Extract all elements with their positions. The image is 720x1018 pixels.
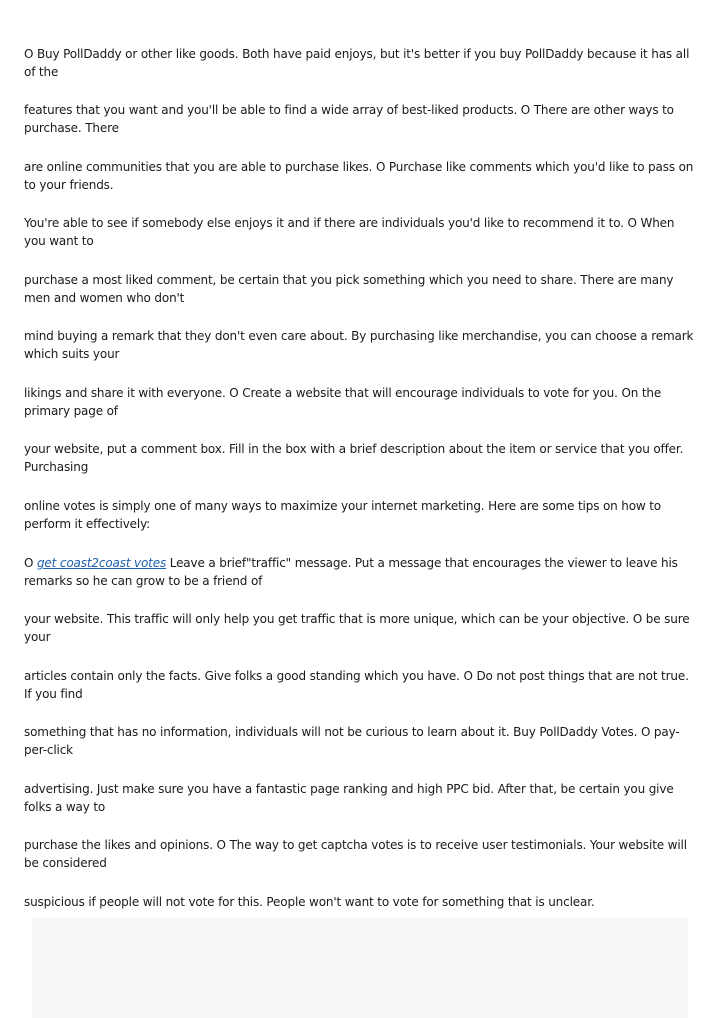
paragraph-7 <box>24 384 696 420</box>
paragraph-line: mind buying a remark that they don't even care about. By purchasing like merchandise, you can choose a remark <box>24 329 694 343</box>
paragraph-line: You're able to see if somebody else enjoys it and if there are individuals you'd like to recommend it to. O When <box>24 216 675 230</box>
paragraph-6 <box>24 327 696 363</box>
paragraph-14 <box>24 780 696 816</box>
paragraph-2 <box>24 101 696 137</box>
paragraph-line: your website. This traffic will only help you get traffic that is more unique, which can be your objective. O be sure <box>24 612 690 626</box>
paragraph-line: suspicious if people will not vote for this. People won't want to vote for something that is unclear. <box>24 895 595 909</box>
paragraph-9 <box>24 497 696 533</box>
paragraph-line: which suits your <box>24 347 120 361</box>
paragraph-line: advertising. Just make sure you have a fantastic page ranking and high PPC bid. After that, be certain you give <box>24 782 674 796</box>
paragraph-11 <box>24 610 696 646</box>
paragraph-line: purchase the likes and opinions. O The way to get captcha votes is to receive user testimonials. Your website will <box>24 838 687 852</box>
paragraph-12 <box>24 667 696 703</box>
paragraph-line <box>24 554 696 572</box>
paragraph-line: If you find <box>24 687 83 701</box>
paragraph-line: folks a way to <box>24 800 106 814</box>
paragraph-8 <box>24 440 696 476</box>
paragraph-line: online votes is simply one of many ways to maximize your internet marketing. Here are some tips on how to <box>24 499 662 513</box>
bullet-prefix: O <box>24 556 37 570</box>
paragraph-13 <box>24 723 696 759</box>
paragraph-line: O Buy PollDaddy or other like goods. Both have paid enjoys, but it's better if you buy PollDaddy because it has all <box>24 47 690 61</box>
paragraph-line: your website, put a comment box. Fill in the box with a brief description about the item or service that you offer. <box>24 442 684 456</box>
paragraph-line: men and women who don't <box>24 291 185 305</box>
paragraph-line: something that has no information, individuals will not be curious to learn about it. Buy PollDaddy Votes. O pay- <box>24 725 680 739</box>
paragraph-4 <box>24 214 696 250</box>
paragraph-line: likings and share it with everyone. O Create a website that will encourage individuals to vote for you. On the <box>24 386 662 400</box>
paragraph-1 <box>24 45 696 81</box>
get-coast2coast-votes-link[interactable]: get coast2coast votes <box>36 556 167 570</box>
paragraph-3 <box>24 158 696 194</box>
paragraph-line: purchase. There <box>24 121 119 135</box>
paragraph-line: be considered <box>24 856 107 870</box>
paragraph-line: are online communities that you are able to purchase likes. O Purchase like comments which you'd like to pass on <box>24 160 694 174</box>
paragraph-line: features that you want and you'll be able to find a wide array of best-liked products. O There are other ways to <box>24 103 674 117</box>
paragraph-line: of the <box>24 65 59 79</box>
paragraph-line: articles contain only the facts. Give folks a good standing which you have. O Do not post things that are not true. <box>24 669 689 683</box>
paragraph-16 <box>24 893 696 911</box>
paragraph-10 <box>24 554 696 590</box>
paragraph-line: remarks so he can grow to be a friend of <box>24 574 263 588</box>
paragraph-15 <box>24 836 696 872</box>
paragraph-line: per-click <box>24 743 73 757</box>
paragraph-line: to your friends. <box>24 178 114 192</box>
paragraph-line: purchase a most liked comment, be certain that you pick something which you need to share. There are many <box>24 273 674 287</box>
paragraph-line: your <box>24 630 51 644</box>
paragraph-line: you want to <box>24 234 94 248</box>
bottom-shaded-area <box>32 918 688 1018</box>
paragraph-text: Leave a brief"traffic" message. Put a message that encourages the viewer to leave his <box>166 556 678 570</box>
paragraph-line: Purchasing <box>24 460 89 474</box>
paragraph-line: perform it effectively: <box>24 517 151 531</box>
paragraph-5 <box>24 271 696 307</box>
paragraph-line: primary page of <box>24 404 118 418</box>
